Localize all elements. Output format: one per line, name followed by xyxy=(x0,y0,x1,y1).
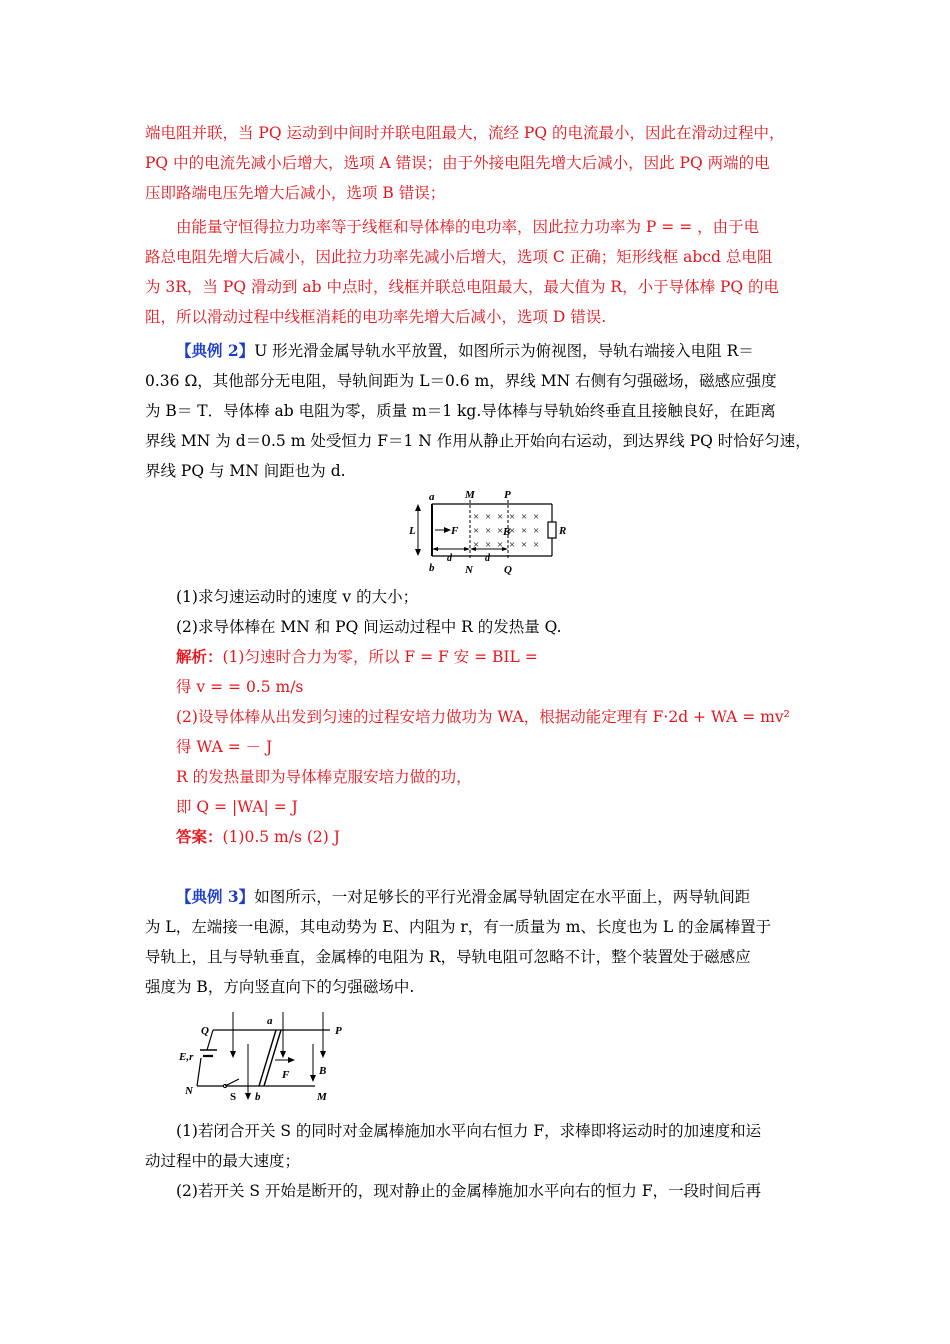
field-cross: × xyxy=(521,525,528,537)
field-cross: × xyxy=(485,525,492,537)
text-line: 为 B＝ T．导体棒 ab 电阻为零，质量 m＝1 kg.导体棒与导轨始终垂直且接触良好，在距离 xyxy=(145,402,776,420)
label-a: a xyxy=(429,491,435,503)
label-F: F xyxy=(451,525,459,537)
text-line: 端电阻并联，当 PQ 运动到中间时并联电阻最大，流经 PQ 的电流最小，因此在滑动过程中， xyxy=(145,124,785,142)
field-cross: × xyxy=(521,539,528,551)
field-cross: × xyxy=(497,511,504,523)
solution-line: 即 Q = |WA| = J xyxy=(176,798,298,816)
label-M: M xyxy=(317,1091,327,1103)
label-F: F xyxy=(282,1069,290,1081)
text-line xyxy=(145,882,810,912)
solution-text: (1)匀速时合力为零，所以 F = F 安 = BIL = xyxy=(222,648,538,666)
solution-line: (2)设导体棒从出发到匀速的过程安培力做功为 WA，根据动能定理有 F·2d + WA = mv² xyxy=(176,708,790,726)
label-b: b xyxy=(429,562,435,574)
solution-label: 解析： xyxy=(176,647,223,666)
field-cross: × xyxy=(509,539,516,551)
text-line: PQ 中的电流先减小后增大，选项 A 错误；由于外接电阻先增大后减小，因此 PQ 两端的电 xyxy=(145,154,770,172)
field-cross: × xyxy=(497,525,504,537)
label-Er: E,r xyxy=(179,1051,194,1063)
example-tag: 【典例 3】 xyxy=(176,887,255,906)
rail-diagram-2-svg xyxy=(145,1008,810,1116)
field-cross: × xyxy=(533,511,540,523)
field-cross: × xyxy=(497,539,504,551)
label-b: b xyxy=(255,1091,261,1103)
text-line: 为 L，左端接一电源，其电动势为 E、内阻为 r，有一质量为 m、长度也为 L 的金属棒置于 xyxy=(145,918,772,936)
text-line: 界线 MN 为 d＝0.5 m 处受恒力 F＝1 N 作用从静止开始向右运动，到达界线 PQ 时恰好匀速， xyxy=(145,432,811,450)
label-Q: Q xyxy=(201,1025,209,1037)
answer-text: (1)0.5 m/s (2) J xyxy=(222,828,340,846)
text-line xyxy=(145,336,810,366)
solution-line: 得 v = = 0.5 m/s xyxy=(176,678,304,696)
label-N: N xyxy=(185,1085,193,1097)
question-1: (1)求匀速运动时的速度 v 的大小； xyxy=(176,588,419,606)
rail-diagram-2 xyxy=(145,1008,810,1116)
label-M: M xyxy=(465,490,475,501)
question-2: (2)若开关 S 开始是断开的，现对静止的金属棒施加水平向右的恒力 F，一段时间后再 xyxy=(176,1182,762,1200)
label-d2: d xyxy=(485,553,490,564)
field-cross: × xyxy=(473,539,480,551)
solution-line xyxy=(145,642,810,672)
field-arrows xyxy=(230,1012,326,1100)
label-Q: Q xyxy=(504,564,512,576)
label-L: L xyxy=(409,525,416,537)
rail-diagram-1-svg xyxy=(145,490,810,582)
text-line: 路总电阻先增大后减小，因此拉力功率先减小后增大，选项 C 正确；矩形线框 abcd 总电阻 xyxy=(145,248,773,266)
label-d1: d xyxy=(447,553,452,564)
rail-diagram-1 xyxy=(145,490,810,582)
example-text: U 形光滑金属导轨水平放置，如图所示为俯视图，导轨右端接入电阻 R＝ xyxy=(254,342,754,360)
label-a: a xyxy=(267,1015,273,1027)
text-line: 为 3R，当 PQ 滑动到 ab 中点时，线框并联总电阻最大，最大值为 R，小于导体棒 PQ 的电 xyxy=(145,278,780,296)
example-3 xyxy=(145,882,810,1206)
field-cross: × xyxy=(485,511,492,523)
solution-continuation xyxy=(145,118,810,332)
solution-line: 得 WA = － J xyxy=(176,738,273,756)
resistor-icon xyxy=(548,522,556,538)
text-line: 强度为 B，方向竖直向下的匀强磁场中. xyxy=(145,978,415,996)
field-cross: × xyxy=(509,525,516,537)
label-P: P xyxy=(504,490,511,501)
text-line: 阻，所以滑动过程中线框消耗的电功率先增大后减小，选项 D 错误. xyxy=(145,308,607,326)
field-cross: × xyxy=(509,511,516,523)
answer-line xyxy=(145,822,810,852)
text-line: 压即路端电压先增大后减小，选项 B 错误； xyxy=(145,184,446,202)
label-N: N xyxy=(465,564,473,576)
label-R: R xyxy=(559,525,567,537)
field-cross: × xyxy=(473,511,480,523)
text-line: 界线 PQ 与 MN 间距也为 d. xyxy=(145,462,346,480)
field-cross: × xyxy=(485,539,492,551)
question-1: (1)若闭合开关 S 的同时对金属棒施加水平向右恒力 F，求棒即将运动时的加速度和运 xyxy=(176,1122,762,1140)
solution-line: R 的发热量即为导体棒克服安培力做的功， xyxy=(176,768,472,786)
label-P: P xyxy=(335,1025,342,1037)
field-cross: × xyxy=(521,511,528,523)
example-text: 如图所示，一对足够长的平行光滑金属导轨固定在水平面上，两导轨间距 xyxy=(254,888,751,906)
example-2 xyxy=(145,336,810,852)
field-cross: × xyxy=(533,525,540,537)
question-1-cont: 动过程中的最大速度； xyxy=(145,1152,301,1170)
answer-label: 答案： xyxy=(176,827,223,846)
label-S: S xyxy=(230,1091,237,1103)
field-cross: × xyxy=(533,539,540,551)
label-B: B xyxy=(503,526,511,538)
document-page xyxy=(145,118,810,1206)
text-line: 0.36 Ω，其他部分无电阻，导轨间距为 L＝0.6 m，界线 MN 右侧有匀强磁场，磁感应强度 xyxy=(145,372,777,390)
field-cross: × xyxy=(473,525,480,537)
question-2: (2)求导体棒在 MN 和 PQ 间运动过程中 R 的发热量 Q. xyxy=(176,618,562,636)
text-line: 导轨上，且与导轨垂直，金属棒的电阻为 R，导轨电阻可忽略不计，整个装置处于磁感应 xyxy=(145,948,751,966)
label-B: B xyxy=(319,1065,327,1077)
example-tag: 【典例 2】 xyxy=(176,341,255,360)
text-line: 由能量守恒得拉力功率等于线框和导体棒的电功率，因此拉力功率为 P = = ，由于电 xyxy=(176,218,760,236)
